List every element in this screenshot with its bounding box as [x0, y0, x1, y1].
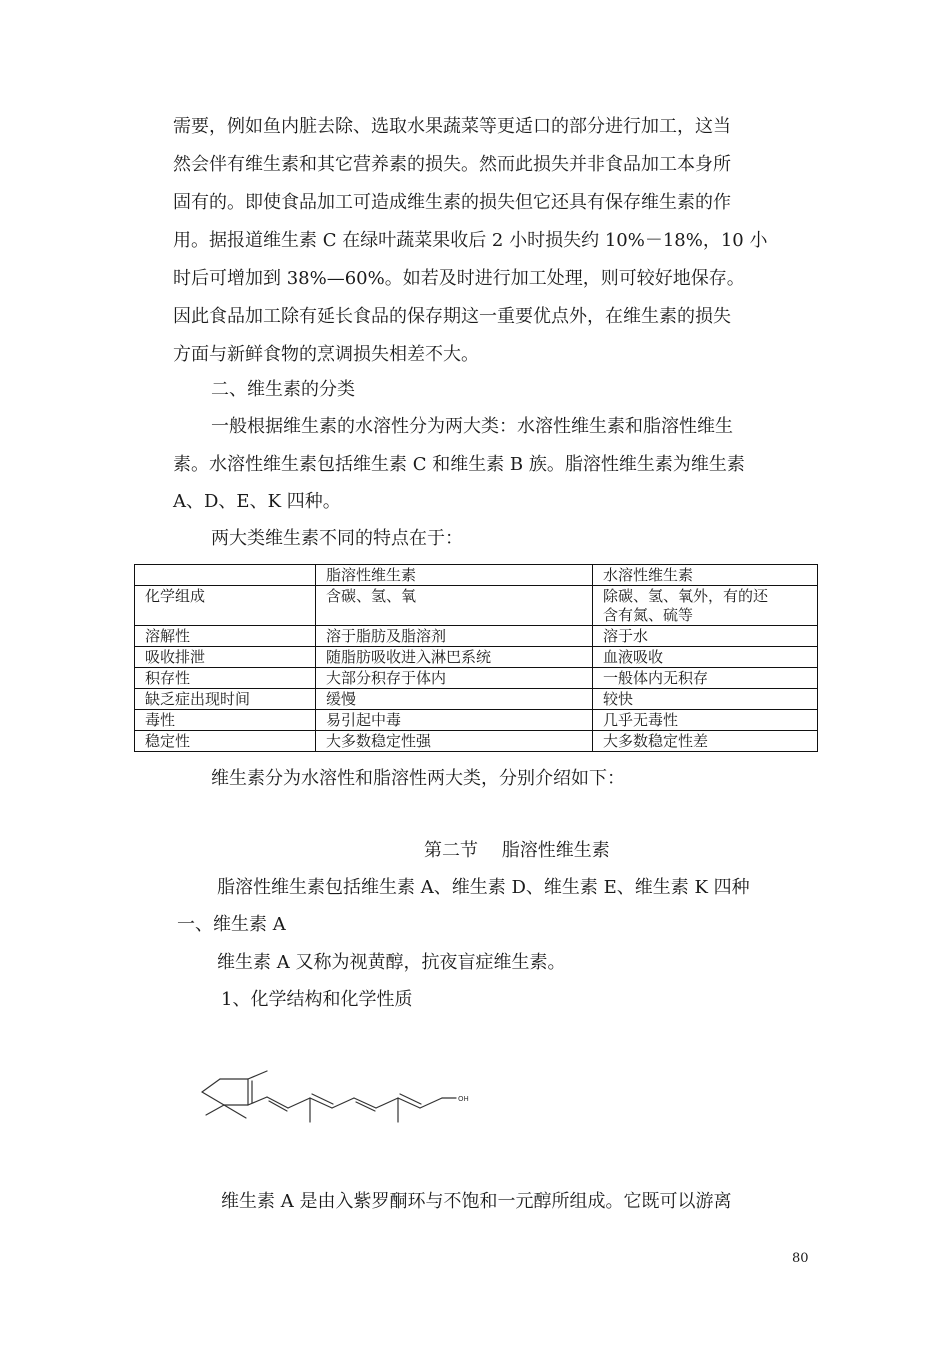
table-header-cell	[135, 565, 316, 586]
table-intro: 两大类维生素不同的特点在于：	[211, 528, 463, 549]
table-cell: 随脂肪吸收进入淋巴系统	[316, 647, 593, 668]
table-cell: 溶解性	[135, 626, 316, 647]
classification-line: 素。水溶性维生素包括维生素 C 和维生素 B 族。脂溶性维生素为维生素	[173, 454, 745, 475]
comparison-table	[134, 564, 818, 752]
chain-bond	[332, 1098, 354, 1108]
ring-bond	[202, 1092, 224, 1105]
chain-bond	[310, 1098, 332, 1108]
table-row	[135, 647, 818, 668]
chain-bond	[398, 1098, 420, 1108]
table-cell: 吸收排泄	[135, 647, 316, 668]
table-cell: 毒性	[135, 710, 316, 731]
intro-line: 需要，例如鱼内脏去除、选取水果蔬菜等更适口的部分进行加工，这当	[173, 116, 731, 137]
table-row	[135, 586, 818, 626]
table-cell: 溶于水	[593, 626, 818, 647]
table-cell: 大多数稳定性差	[593, 731, 818, 752]
methyl-bond	[224, 1105, 246, 1118]
classification-line: A、D、E、K 四种。	[173, 491, 341, 512]
table-outro: 维生素分为水溶性和脂溶性两大类，分别介绍如下：	[211, 768, 625, 789]
table-row	[135, 626, 818, 647]
table-header-cell: 水溶性维生素	[593, 565, 818, 586]
table-cell: 积存性	[135, 668, 316, 689]
methyl-bond	[206, 1105, 224, 1115]
vitamin-a-heading: 一、维生素 A	[177, 914, 286, 935]
table-row	[135, 689, 818, 710]
classification-line: 一般根据维生素的水溶性分为两大类：水溶性维生素和脂溶性维生	[211, 416, 733, 437]
table-cell: 较快	[593, 689, 818, 710]
intro-line: 然会伴有维生素和其它营养素的损失。然而此损失并非食品加工本身所	[173, 154, 731, 175]
methyl-bond	[248, 1071, 267, 1079]
table-cell: 缺乏症出现时间	[135, 689, 316, 710]
table-row	[135, 710, 818, 731]
table-cell: 稳定性	[135, 731, 316, 752]
retinol-structure-diagram	[190, 1068, 480, 1128]
section-title: 第二节 脂溶性维生素	[424, 840, 610, 861]
section-intro: 脂溶性维生素包括维生素 A、维生素 D、维生素 E、维生素 K 四种	[217, 877, 750, 898]
table-header-cell: 脂溶性维生素	[316, 565, 593, 586]
intro-line: 固有的。即使食品加工可造成维生素的损失但它还具有保存维生素的作	[173, 192, 731, 213]
table-row	[135, 731, 818, 752]
table-cell: 缓慢	[316, 689, 593, 710]
table-cell: 大部分积存于体内	[316, 668, 593, 689]
chain-bond	[420, 1098, 442, 1108]
structure-description: 维生素 A 是由入紫罗酮环与不饱和一元醇所组成。它既可以游离	[221, 1191, 732, 1212]
table-cell: 除碳、氢、氧外，有的还含有氮、硫等	[593, 586, 818, 626]
intro-line: 因此食品加工除有延长食品的保存期这一重要优点外，在维生素的损失	[173, 306, 731, 327]
table-cell: 几乎无毒性	[593, 710, 818, 731]
vitamin-a-alias: 维生素 A 又称为视黄醇，抗夜盲症维生素。	[217, 952, 566, 973]
table-cell: 易引起中毒	[316, 710, 593, 731]
structure-subheading: 1、化学结构和化学性质	[221, 989, 413, 1010]
chain-bond	[288, 1098, 310, 1108]
table-cell: 大多数稳定性强	[316, 731, 593, 752]
table-cell: 一般体内无积存	[593, 668, 818, 689]
section-heading: 二、维生素的分类	[211, 379, 355, 400]
chain-double-bond	[400, 1094, 421, 1104]
chain-bond	[248, 1097, 267, 1105]
table-cell: 血液吸收	[593, 647, 818, 668]
table-row	[135, 668, 818, 689]
table-cell: 溶于脂肪及脂溶剂	[316, 626, 593, 647]
intro-line: 方面与新鲜食物的烹调损失相差不大。	[173, 344, 479, 365]
table-cell: 化学组成	[135, 586, 316, 626]
intro-line: 时后可增加到 38%—60%。如若及时进行加工处理，则可较好地保存。	[173, 268, 745, 289]
table-header-row	[135, 565, 818, 586]
chain-bond	[376, 1098, 398, 1108]
ring-bond	[202, 1079, 220, 1092]
oh-label: OH	[458, 1095, 469, 1103]
intro-line: 用。据报道维生素 C 在绿叶蔬菜果收后 2 小时损失约 10%－18%，10 小	[173, 230, 768, 251]
chain-double-bond	[312, 1094, 333, 1104]
page-number: 80	[792, 1251, 809, 1266]
table-cell: 含碳、氢、氧	[316, 586, 593, 626]
